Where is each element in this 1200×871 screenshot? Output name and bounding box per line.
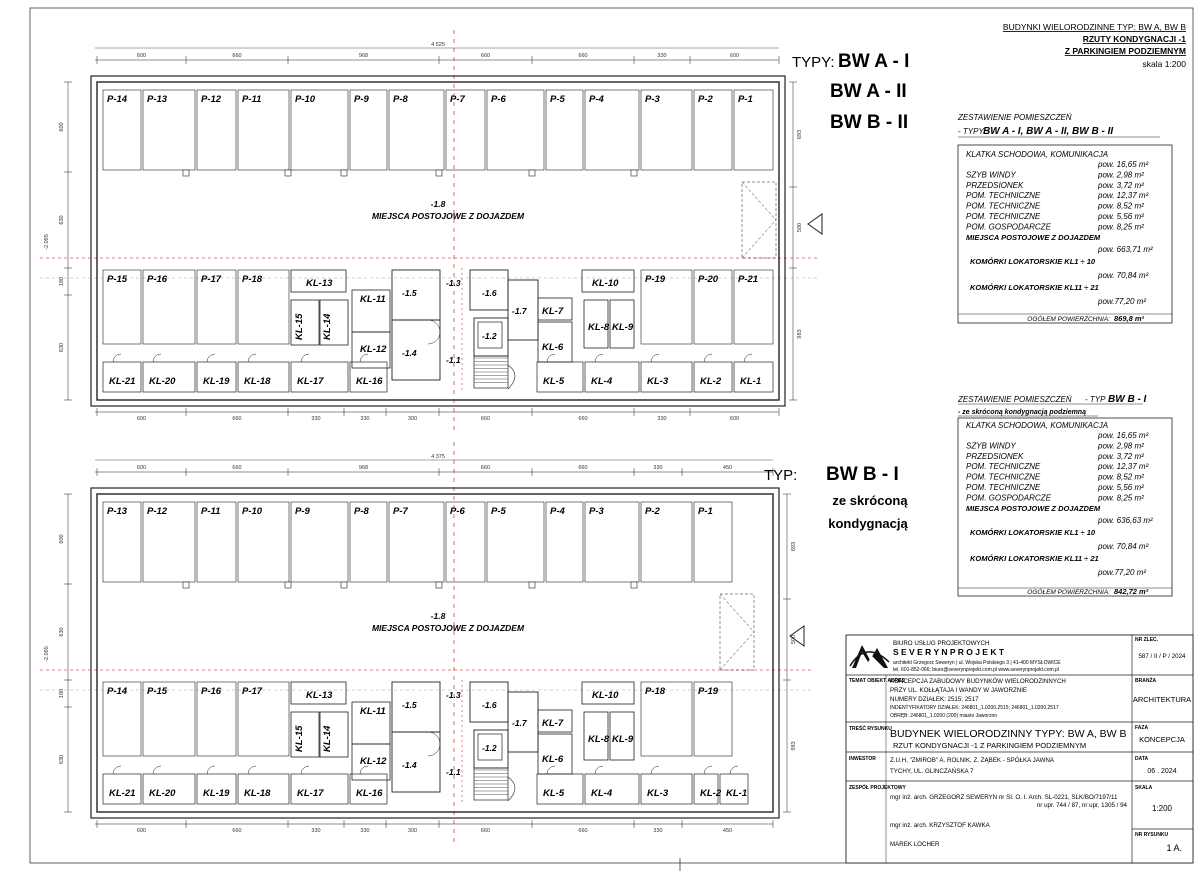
level-mark: -1.2 xyxy=(482,743,497,753)
locker: KL-19 xyxy=(203,376,230,387)
schedule-top-subtitle: BW A - I, BW A - II, BW B - II xyxy=(983,126,1114,137)
left-dim: 600 xyxy=(59,534,65,544)
locker: KL-12 xyxy=(360,756,387,767)
type-bwb1: BW B - I xyxy=(826,464,899,485)
types-prefix: TYPY: xyxy=(792,54,835,71)
schedule-row-area: pow. 8,25 m² xyxy=(1098,493,1144,503)
left-dim: 600 xyxy=(59,122,65,132)
parking-space: P-4 xyxy=(589,94,604,105)
temat-line5: OBRĘB: 246801_1.0200 (200) miasto Jaworzno xyxy=(890,713,998,719)
schedule-row-area: pow. 8,25 m² xyxy=(1098,222,1144,232)
schedule-row-label: POM. TECHNICZNE xyxy=(966,212,1041,221)
bottom-dim: 330 xyxy=(653,828,663,834)
top-dim: 330 xyxy=(653,465,663,471)
locker: KL-12 xyxy=(360,344,387,355)
floor-plan-bottom xyxy=(40,442,813,842)
zespol-line1: mgr inż. arch. GRZEGORZ SEWERYN nr SI. O. I. Arch. SL-0221, SLK/BO/7197/11 xyxy=(890,794,1118,801)
bottom-dim: 660 xyxy=(480,828,491,834)
locker: KL-15 xyxy=(294,725,305,752)
parking-space: P-13 xyxy=(107,506,128,517)
locker: KL-21 xyxy=(109,788,136,799)
schedule-row-area: pow. 70,84 m² xyxy=(1098,270,1149,280)
schedule-row-area: pow. 663,71 m² xyxy=(1098,244,1153,254)
left-dim: 630 xyxy=(59,342,65,353)
locker: KL-14 xyxy=(322,725,333,752)
tresc-line2: RZUT KONDYGNACJI -1 Z PARKINGIEM PODZIEMNYM xyxy=(893,741,1087,750)
schedule-bottom-subtitle: - ze skróconą kondygnacją podziemną xyxy=(958,409,1086,416)
schedule-row-label: POM. GOSPODARCZE xyxy=(966,493,1051,503)
parking-label: MIEJSCA POSTOJOWE Z DOJAZDEM xyxy=(371,211,525,221)
locker: KL-9 xyxy=(612,322,634,333)
schedule-top-title: ZESTAWIENIE POMIESZCZEŃ xyxy=(958,113,1072,122)
level-mark: -1.2 xyxy=(482,331,497,341)
parking-space: P-15 xyxy=(107,274,128,285)
schedule-row-area: pow. 5,56 m² xyxy=(1098,212,1144,221)
temat-line4: INDENTYFIKATORY DZIAŁEK: 246801_1.0200.2515; 246801_1.0200.2517 xyxy=(890,705,1059,711)
firm-line2: S E V E R Y N P R O J E K T xyxy=(893,647,1005,657)
parking-space: P-9 xyxy=(354,94,369,105)
level-mark: -1.6 xyxy=(482,288,497,298)
locker: KL-17 xyxy=(297,788,324,799)
bottom-dim: 660 xyxy=(578,416,588,422)
level-mark: -1.4 xyxy=(402,760,417,770)
schedule-row-area: pow. 5,56 m² xyxy=(1098,483,1144,492)
overall-dim: 4 375 xyxy=(431,454,445,460)
schedule-row-label-bold: MIEJSCA POSTOJOWE Z DOJAZDEM xyxy=(966,232,1101,242)
right-dim: 693 xyxy=(797,129,803,140)
right-dim: 500 xyxy=(791,634,797,645)
bottom-dim: 330 xyxy=(360,416,370,422)
top-dim: 600 xyxy=(136,53,147,59)
schedule-row-area: pow. 2,98 m² xyxy=(1098,170,1144,180)
bottom-dim: 330 xyxy=(657,416,667,422)
right-dim: 983 xyxy=(797,329,803,339)
parking-space: P-20 xyxy=(698,274,719,285)
inwestor-line2: TYCHY, UL. GLINCZAŃSKA 7 xyxy=(890,768,974,775)
schedule-row-label: KLATKA SCHODOWA, KOMUNIKACJA xyxy=(966,150,1109,159)
left-dim: 630 xyxy=(59,754,65,765)
tresc-line1: BUDYNEK WIELORODZINNY TYPY: BW A, BW B xyxy=(890,728,1127,740)
locker: KL-10 xyxy=(592,690,619,701)
level-mark: -1.5 xyxy=(402,288,417,298)
zespol-label: ZESPÓŁ PROJEKTOWY xyxy=(849,785,906,791)
nr-zlec-label: NR ZLEC. xyxy=(1135,637,1159,643)
locker: KL-20 xyxy=(149,376,176,387)
floor-plan-top xyxy=(40,30,822,430)
parking-space: P-6 xyxy=(450,506,465,517)
schedule-row-label: SZYB WINDY xyxy=(966,441,1016,451)
locker: KL-6 xyxy=(542,342,564,353)
skala: 1:200 xyxy=(1151,804,1173,813)
bottom-dim: 330 xyxy=(311,828,321,834)
schedule-row-area: pow. 16,65 m² xyxy=(1098,431,1149,440)
branza: ARCHITEKTURA xyxy=(1132,695,1192,704)
temat-line2: PRZY UL. KOŁŁĄTAJA I WANDY W JAWORZNIE xyxy=(890,687,1028,694)
parking-space: P-17 xyxy=(242,686,263,697)
schedule-bottom-title-suffix: - TYP xyxy=(1085,395,1106,404)
level-mark: -1.3 xyxy=(446,690,461,700)
left-dim: 630 xyxy=(59,627,65,637)
schedule-top-total-value: 869,8 m² xyxy=(1114,314,1145,323)
locker: KL-2 xyxy=(700,376,722,387)
locker: KL-15 xyxy=(294,313,305,340)
zespol-line3: mgr inż. arch. KRZYSZTOF KAWKA xyxy=(890,822,990,829)
parking-space: P-2 xyxy=(698,94,713,105)
parking-space: P-7 xyxy=(393,506,408,517)
locker: KL-11 xyxy=(360,294,386,305)
top-dim: 600 xyxy=(729,53,740,59)
right-dim: 983 xyxy=(791,741,797,751)
subtitle-2: kondygnacją xyxy=(828,516,908,531)
schedule-row-label-bold: KOMÓRKI LOKATORSKIE KL11 ÷ 21 xyxy=(970,282,1099,292)
parking-space: P-8 xyxy=(354,506,369,517)
locker: KL-21 xyxy=(109,376,136,387)
parking-space: P-7 xyxy=(450,94,465,105)
parking-space: P-14 xyxy=(107,94,128,105)
locker: KL-11 xyxy=(360,706,386,717)
top-dim: 968 xyxy=(358,465,369,471)
parking-space: P-8 xyxy=(393,94,408,105)
zespol-line4: MAREK LOCHER xyxy=(890,841,940,848)
bottom-dim: 600 xyxy=(136,416,147,422)
level-mark: -1.3 xyxy=(446,278,461,288)
locker: KL-1 xyxy=(726,788,748,799)
top-dim: 660 xyxy=(578,53,588,59)
schedule-row-label: PRZEDSIONEK xyxy=(966,451,1024,461)
skala-label: SKALA xyxy=(1135,785,1153,791)
schedule-row-label: PRZEDSIONEK xyxy=(966,180,1024,190)
firm-line3: architekt Grzegorz Seweryn | ul. Wojska Polskiego 3 | 41-400 MYSŁOWICE xyxy=(893,660,1061,666)
nr-rys: 1 A. xyxy=(1166,843,1182,853)
side-level: -2.095 xyxy=(44,646,50,662)
schedule-row-label-bold: MIEJSCA POSTOJOWE Z DOJAZDEM xyxy=(966,503,1101,513)
parking-space: P-1 xyxy=(698,506,713,517)
data: 06 . 2024 xyxy=(1147,768,1177,775)
bottom-dim: 660 xyxy=(578,828,588,834)
level-mark: -1.1 xyxy=(446,767,461,777)
schedule-bottom-type: BW B - I xyxy=(1108,394,1147,405)
header-line3: Z PARKINGIEM PODZIEMNYM xyxy=(1064,46,1186,56)
schedule-row-area: pow. 8,52 m² xyxy=(1098,201,1144,211)
data-label: DATA xyxy=(1135,756,1149,762)
schedule-row-label: POM. TECHNICZNE xyxy=(966,472,1041,482)
faza: KONCEPCJA xyxy=(1139,735,1185,744)
parking-space: P-11 xyxy=(242,94,262,105)
bottom-dim: 660 xyxy=(232,828,242,834)
locker: KL-14 xyxy=(322,313,333,340)
parking-space: P-3 xyxy=(589,506,604,517)
level-mark: -1.4 xyxy=(402,348,417,358)
header-scale: skala 1:200 xyxy=(1142,59,1186,69)
branza-label: BRANŻA xyxy=(1135,678,1157,684)
schedule-top-subtitle-prefix: - TYPY xyxy=(958,127,984,136)
parking-space: P-14 xyxy=(107,686,128,697)
level-mark: -1.7 xyxy=(512,306,527,316)
title-block xyxy=(846,635,1193,863)
type-prefix: TYP: xyxy=(764,467,798,484)
schedule-bottom-title: ZESTAWIENIE POMIESZCZEŃ xyxy=(958,395,1072,404)
temat-line3: NUMERY DZIAŁEK: 2515; 2517 xyxy=(890,696,979,703)
locker: KL-8 xyxy=(588,322,610,333)
schedule-row-label: POM. GOSPODARCZE xyxy=(966,222,1051,232)
parking-space: P-18 xyxy=(645,686,666,697)
top-dim: 600 xyxy=(136,465,147,471)
plan-top-title xyxy=(792,51,909,133)
schedule-row-area: pow. 636,63 m² xyxy=(1098,515,1153,525)
parking-space: P-10 xyxy=(295,94,316,105)
bottom-dim: 600 xyxy=(729,416,740,422)
parking-space: P-17 xyxy=(201,274,222,285)
firm-line4: tel. 601-852-066; biuro@severynprojekt.com.pl www.severynprojekt.com.pl xyxy=(893,667,1059,673)
top-dim: 660 xyxy=(480,53,491,59)
schedule-row-label: POM. TECHNICZNE xyxy=(966,462,1041,472)
locker: KL-19 xyxy=(203,788,230,799)
schedule-row-label: KLATKA SCHODOWA, KOMUNIKACJA xyxy=(966,421,1109,430)
locker: KL-7 xyxy=(542,718,564,729)
parking-space: P-18 xyxy=(242,274,263,285)
header-line2: RZUTY KONDYGNACJI -1 xyxy=(1082,34,1186,44)
parking-space: P-2 xyxy=(645,506,660,517)
schedule-row-area: pow.77,20 m² xyxy=(1098,567,1147,577)
temat-label: TEMAT OBIEKT ADRES xyxy=(849,678,905,684)
locker: KL-4 xyxy=(591,376,613,387)
type-3: BW B - II xyxy=(830,112,909,133)
plan-bottom-title xyxy=(764,464,909,531)
bottom-dim: 330 xyxy=(311,416,321,422)
type-2: BW A - II xyxy=(830,81,907,102)
parking-space: P-3 xyxy=(645,94,660,105)
left-dim: 630 xyxy=(59,215,65,225)
schedule-row-label: POM. TECHNICZNE xyxy=(966,191,1041,201)
schedule-row-label-bold: KOMÓRKI LOKATORSKIE KL11 ÷ 21 xyxy=(970,553,1099,563)
level-mark: -1.6 xyxy=(482,700,497,710)
parking-space: P-21 xyxy=(738,274,759,285)
overall-dim: 4 525 xyxy=(431,42,445,48)
locker: KL-2 xyxy=(700,788,722,799)
tresc-label: TREŚĆ RYSUNKU xyxy=(849,726,892,732)
locker: KL-18 xyxy=(244,376,271,387)
schedule-bottom-total-label: OGÓŁEM POWIERZCHNIA: xyxy=(1027,589,1110,596)
locker: KL-5 xyxy=(543,376,565,387)
bottom-dim: 330 xyxy=(360,828,370,834)
locker: KL-17 xyxy=(297,376,324,387)
parking-space: P-19 xyxy=(698,686,719,697)
locker: KL-16 xyxy=(356,376,383,387)
parking-space: P-12 xyxy=(201,94,222,105)
room-schedule-top xyxy=(957,113,1172,323)
schedule-row-area: pow.77,20 m² xyxy=(1098,296,1147,306)
parking-space: P-9 xyxy=(295,506,310,517)
locker: KL-13 xyxy=(306,690,333,701)
firm-line1: BIURO USŁUG PROJEKTOWYCH xyxy=(893,640,990,647)
schedule-row-label: POM. TECHNICZNE xyxy=(966,483,1041,492)
room-schedule-bottom xyxy=(957,394,1172,596)
locker: KL-3 xyxy=(647,376,669,387)
bottom-dim: 450 xyxy=(722,828,733,834)
schedule-row-area: pow. 70,84 m² xyxy=(1098,541,1149,551)
temat-line1: KONCEPCJA ZABUDOWY BUDYNKÓW WIELORODZINNYCH xyxy=(890,678,1066,685)
schedule-top-total-label: OGÓŁEM POWIERZCHNIA: xyxy=(1027,316,1110,323)
locker: KL-10 xyxy=(592,278,619,289)
right-dim: 500 xyxy=(797,222,803,233)
header-line1: BUDYNKI WIELORODZINNE TYP: BW A, BW B xyxy=(1002,22,1186,32)
locker: KL-18 xyxy=(244,788,271,799)
locker: KL-1 xyxy=(740,376,762,387)
bottom-dim: 660 xyxy=(480,416,491,422)
top-dim: 968 xyxy=(358,53,369,59)
nr-rys-label: NR RYSUNKU xyxy=(1135,832,1169,838)
level-mark: -1.8 xyxy=(430,199,446,209)
level-mark: -1.1 xyxy=(446,355,461,365)
subtitle-1: ze skróconą xyxy=(832,493,908,508)
bottom-dim: 600 xyxy=(136,828,147,834)
parking-space: P-12 xyxy=(147,506,168,517)
parking-space: P-13 xyxy=(147,94,168,105)
top-dim: 660 xyxy=(578,465,588,471)
top-dim: 660 xyxy=(480,465,491,471)
schedule-row-label-bold: KOMÓRKI LOKATORSKIE KL1 ÷ 10 xyxy=(970,527,1096,537)
schedule-bottom-total-value: 842,72 m² xyxy=(1114,587,1149,596)
right-dim: 693 xyxy=(791,541,797,552)
top-dim: 330 xyxy=(657,53,667,59)
nr-zlec: 587 / II / P / 2024 xyxy=(1138,653,1186,660)
inwestor-label: INWESTOR xyxy=(849,756,876,762)
locker: KL-9 xyxy=(612,734,634,745)
level-mark: -1.8 xyxy=(430,611,446,621)
sheet-header xyxy=(1003,22,1186,69)
parking-space: P-19 xyxy=(645,274,666,285)
locker: KL-20 xyxy=(149,788,176,799)
schedule-row-area: pow. 16,65 m² xyxy=(1098,160,1149,169)
locker: KL-6 xyxy=(542,754,564,765)
locker: KL-13 xyxy=(306,278,333,289)
level-mark: -1.7 xyxy=(512,718,527,728)
schedule-row-area: pow. 3,72 m² xyxy=(1098,180,1144,190)
left-dim: 180 xyxy=(59,276,65,287)
parking-space: P-16 xyxy=(147,274,168,285)
locker: KL-3 xyxy=(647,788,669,799)
bottom-dim: 300 xyxy=(407,416,418,422)
side-level: -2.095 xyxy=(44,234,50,250)
locker: KL-8 xyxy=(588,734,610,745)
zespol-line2: nr upr. 744 / 87, nr upr. 1305 / 94 xyxy=(1036,802,1127,809)
locker: KL-7 xyxy=(542,306,564,317)
parking-space: P-5 xyxy=(491,506,506,517)
parking-space: P-4 xyxy=(550,506,565,517)
locker: KL-4 xyxy=(591,788,613,799)
parking-space: P-5 xyxy=(550,94,565,105)
parking-space: P-16 xyxy=(201,686,222,697)
locker: KL-5 xyxy=(543,788,565,799)
schedule-row-area: pow. 2,98 m² xyxy=(1098,441,1144,451)
schedule-row-area: pow. 12,37 m² xyxy=(1098,462,1149,472)
bottom-dim: 300 xyxy=(407,828,418,834)
bottom-dim: 660 xyxy=(232,416,242,422)
parking-space: P-15 xyxy=(147,686,168,697)
schedule-row-label-bold: KOMÓRKI LOKATORSKIE KL1 ÷ 10 xyxy=(970,256,1096,266)
parking-space: P-10 xyxy=(242,506,263,517)
type-1: BW A - I xyxy=(838,51,910,72)
entrance-marker xyxy=(808,214,822,234)
schedule-row-area: pow. 3,72 m² xyxy=(1098,451,1144,461)
level-mark: -1.5 xyxy=(402,700,417,710)
top-dim: 660 xyxy=(232,465,242,471)
schedule-row-area: pow. 12,37 m² xyxy=(1098,191,1149,201)
parking-space: P-6 xyxy=(491,94,506,105)
schedule-row-label: POM. TECHNICZNE xyxy=(966,201,1041,211)
inwestor-line1: Z.U.H, "ZMIROB" A. ROLNIK, Z. ZĄBEK - SPÓŁKA JAWNA xyxy=(890,757,1055,764)
parking-space: P-1 xyxy=(738,94,753,105)
schedule-row-area: pow. 8,52 m² xyxy=(1098,472,1144,482)
left-dim: 180 xyxy=(59,688,65,699)
parking-label: MIEJSCA POSTOJOWE Z DOJAZDEM xyxy=(371,623,525,633)
schedule-row-label: SZYB WINDY xyxy=(966,170,1016,180)
parking-space: P-11 xyxy=(201,506,221,517)
locker: KL-16 xyxy=(356,788,383,799)
top-dim: 660 xyxy=(232,53,242,59)
top-dim: 450 xyxy=(722,465,733,471)
faza-label: FAZA xyxy=(1135,725,1149,731)
